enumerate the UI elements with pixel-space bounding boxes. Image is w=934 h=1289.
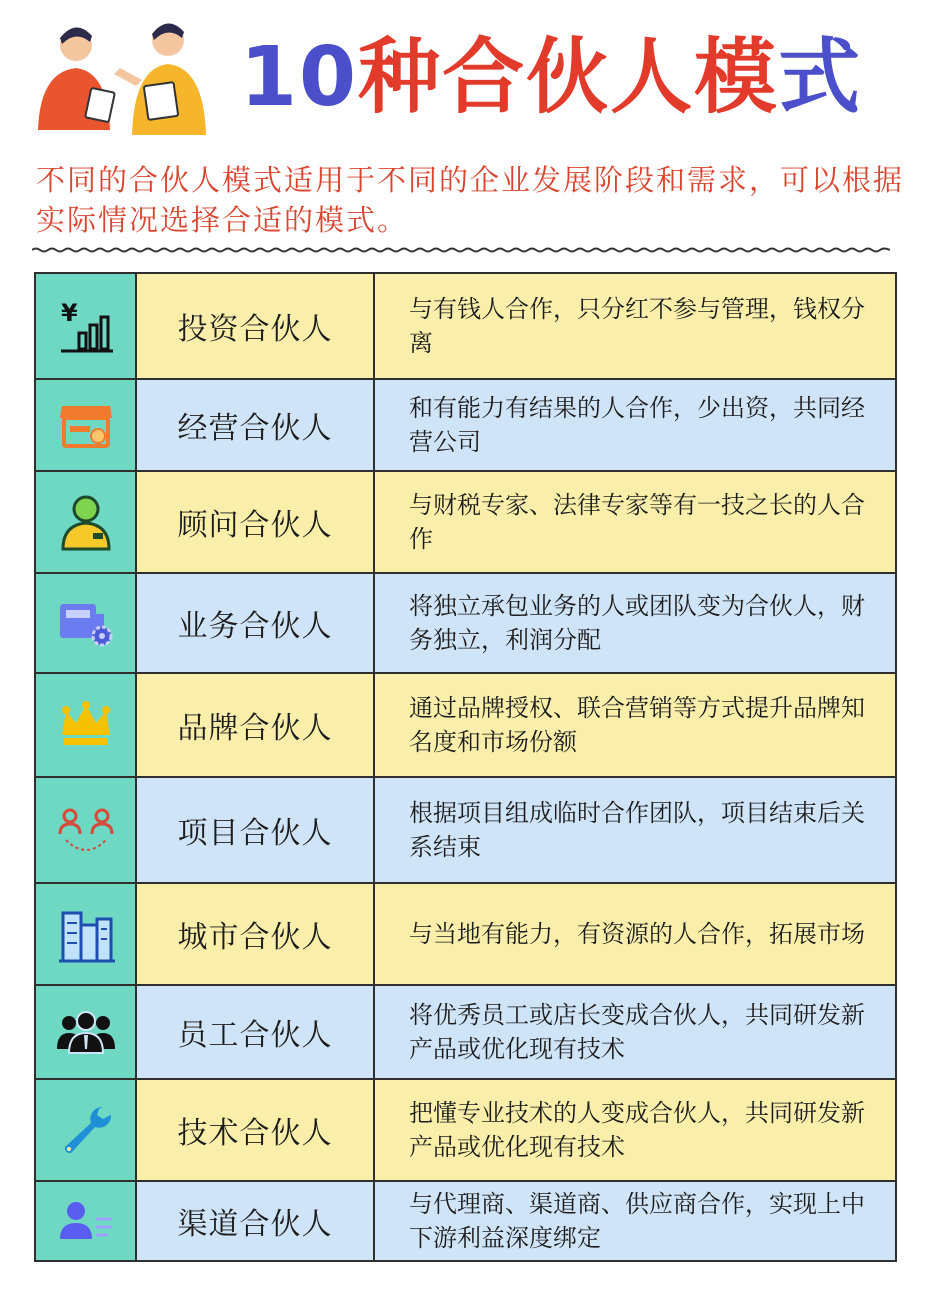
page-subtitle: 不同的合伙人模式适用于不同的企业发展阶段和需求，可以根据实际情况选择合适的模式。 — [36, 163, 905, 237]
table-row — [36, 380, 895, 472]
business-people-illustration — [28, 10, 218, 140]
partner-desc: 将独立承包业务的人或团队变为合伙人，财务独立，利润分配 — [375, 574, 895, 672]
icon-cell — [36, 884, 137, 984]
icon-cell — [36, 274, 137, 378]
partner-desc: 通过品牌授权、联合营销等方式提升品牌知名度和市场份额 — [375, 674, 895, 776]
advisor-person-icon — [59, 493, 113, 551]
header — [0, 0, 934, 150]
partner-desc: 与代理商、渠道商、供应商合作，实现上中下游利益深度绑定 — [375, 1182, 895, 1260]
table-row — [36, 674, 895, 778]
partner-desc: 将优秀员工或店长变成合伙人，共同研发新产品或优化现有技术 — [375, 986, 895, 1078]
icon-cell — [36, 1182, 137, 1260]
partner-desc: 与有钱人合作，只分红不参与管理，钱权分离 — [375, 274, 895, 378]
partner-desc: 根据项目组成临时合作团队，项目结束后关系结束 — [375, 778, 895, 882]
table-row — [36, 1080, 895, 1182]
partner-name: 项目合伙人 — [137, 778, 375, 882]
title-tail: 式 — [778, 30, 863, 125]
partner-name: 投资合伙人 — [137, 274, 375, 378]
partner-desc: 与当地有能力，有资源的人合作，拓展市场 — [375, 884, 895, 984]
wrench-icon — [59, 1103, 113, 1157]
icon-cell — [36, 1080, 137, 1180]
partner-desc: 与财税专家、法律专家等有一技之长的人合作 — [375, 472, 895, 572]
svg-text:¥: ¥ — [60, 299, 78, 327]
storefront-icon — [58, 400, 114, 450]
partner-name: 城市合伙人 — [137, 884, 375, 984]
dashed-divider — [32, 247, 890, 253]
partner-name: 员工合伙人 — [137, 986, 375, 1078]
partner-name: 经营合伙人 — [137, 380, 375, 470]
title-main: 种合伙人模 — [358, 30, 779, 125]
partner-desc: 把懂专业技术的人变成合伙人，共同研发新产品或优化现有技术 — [375, 1080, 895, 1180]
icon-cell — [36, 574, 137, 672]
city-buildings-icon — [55, 903, 117, 965]
table-row — [36, 778, 895, 884]
icon-cell — [36, 778, 137, 882]
table-row — [36, 986, 895, 1080]
table-row — [36, 472, 895, 574]
table-row — [36, 1182, 895, 1260]
crown-icon — [58, 701, 114, 749]
title-number: 10 — [240, 30, 359, 125]
partner-desc: 和有能力有结果的人合作，少出资，共同经营公司 — [375, 380, 895, 470]
icon-cell — [36, 380, 137, 470]
icon-cell — [36, 674, 137, 776]
page-title — [240, 28, 862, 128]
yen-chart-icon — [57, 297, 115, 355]
table-row — [36, 574, 895, 674]
partner-name: 技术合伙人 — [137, 1080, 375, 1180]
partner-name: 业务合伙人 — [137, 574, 375, 672]
icon-cell — [36, 986, 137, 1078]
partner-name: 顾问合伙人 — [137, 472, 375, 572]
partner-name: 渠道合伙人 — [137, 1182, 375, 1260]
machine-gear-icon — [56, 598, 116, 648]
contact-card-icon — [58, 1199, 114, 1243]
people-link-icon — [56, 804, 116, 856]
partner-models-table — [34, 272, 897, 1262]
staff-group-icon — [55, 1009, 117, 1055]
icon-cell — [36, 472, 137, 572]
partner-name: 品牌合伙人 — [137, 674, 375, 776]
table-row — [36, 274, 895, 380]
table-row — [36, 884, 895, 986]
